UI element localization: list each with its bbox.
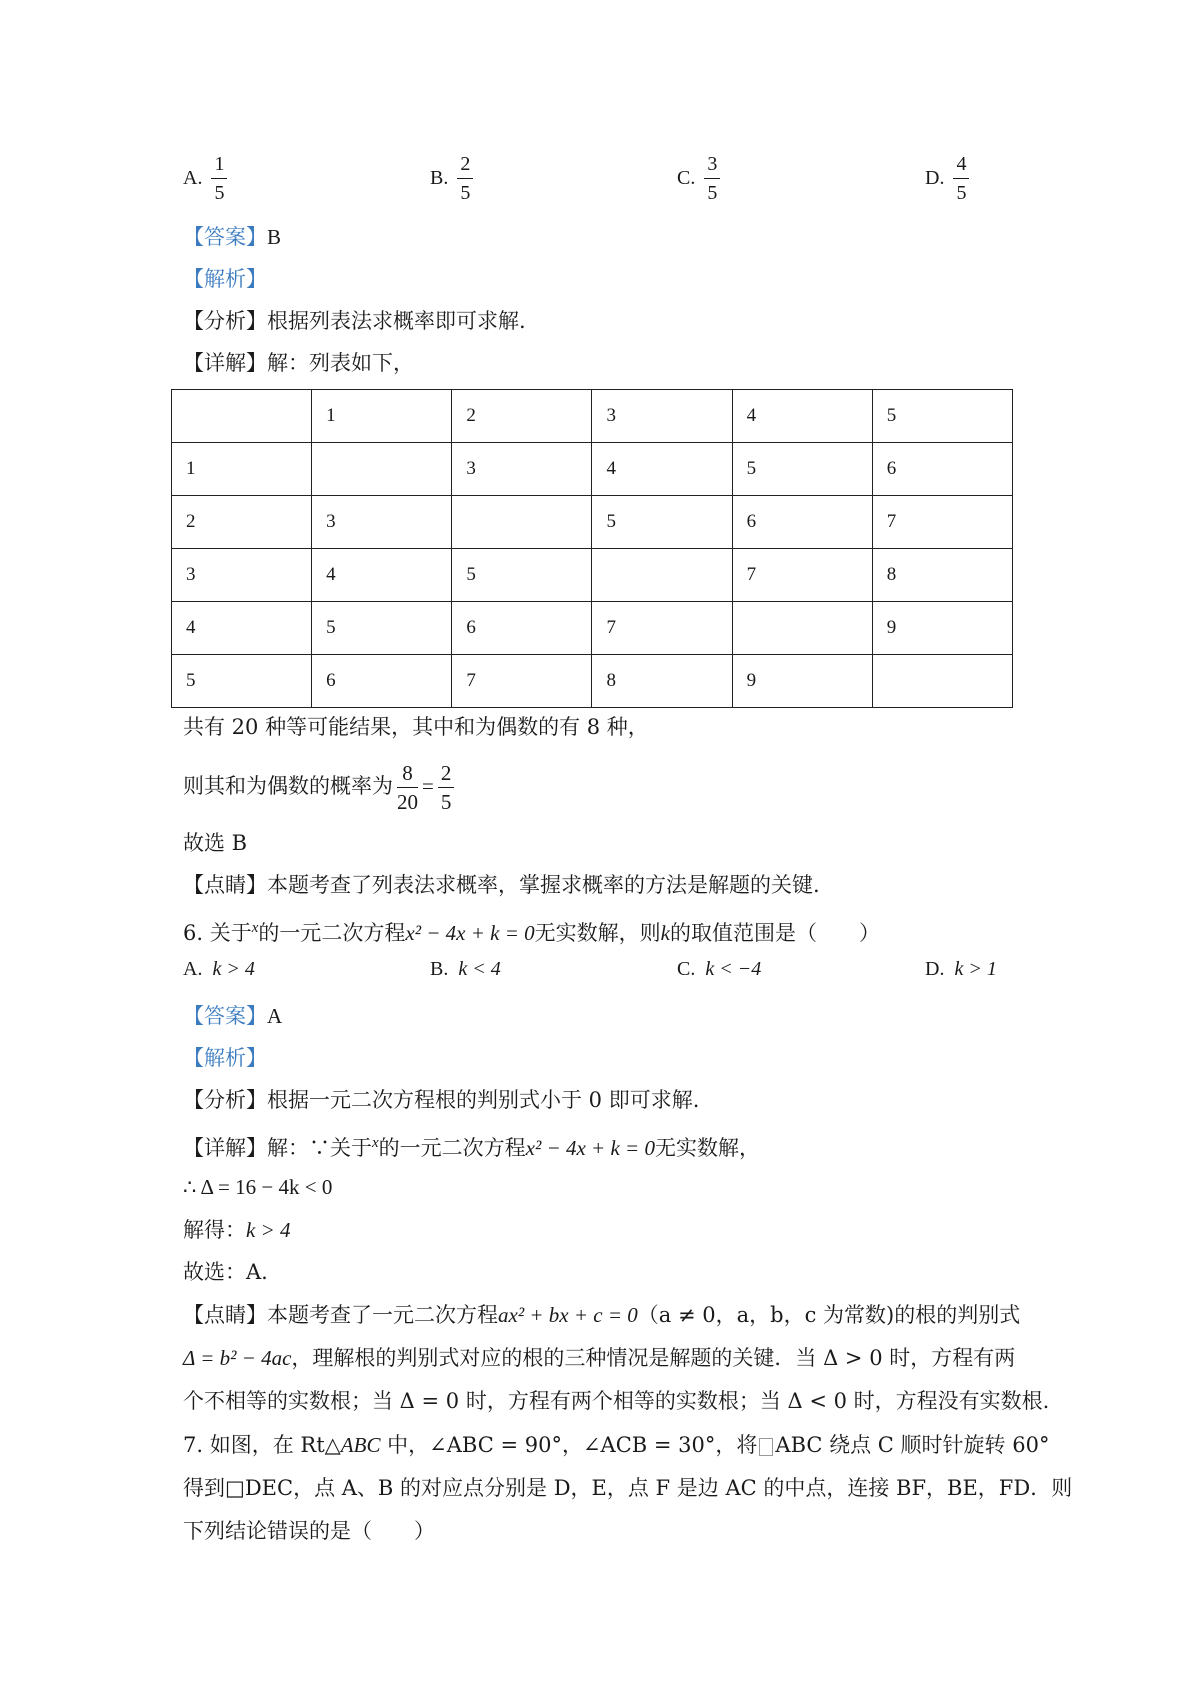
table-cell: 6 xyxy=(312,655,452,708)
table-cell: 4 xyxy=(592,443,732,496)
answer-tag: 【答案】 xyxy=(183,225,267,249)
option-letter: D. xyxy=(925,167,945,189)
answer-tag: 【答案】 xyxy=(183,1004,267,1028)
q6-choose: 故选：A. xyxy=(183,1260,268,1284)
denominator: 5 xyxy=(707,182,718,204)
q5-detail: 【详解】解：列表如下， xyxy=(183,351,414,375)
q6-option-a xyxy=(183,958,255,981)
answer-value: A xyxy=(267,1004,283,1028)
table-row xyxy=(172,549,1013,602)
sum-table xyxy=(171,389,1013,708)
table-cell: 7 xyxy=(452,655,592,708)
table-cell: 5 xyxy=(592,496,732,549)
equation: x² − 4x + k = 0 xyxy=(405,921,535,945)
solve-result: k > 4 xyxy=(246,1218,291,1242)
table-row xyxy=(172,602,1013,655)
option-letter: D. xyxy=(925,958,945,980)
table-cell xyxy=(732,602,872,655)
q6-stem xyxy=(183,913,880,948)
table-cell: 3 xyxy=(312,496,452,549)
table-cell: 3 xyxy=(592,390,732,443)
table-cell: 8 xyxy=(592,655,732,708)
option-fraction xyxy=(457,150,473,207)
table-row xyxy=(172,496,1013,549)
table-cell: 6 xyxy=(872,443,1012,496)
table-cell xyxy=(452,496,592,549)
numerator: 1 xyxy=(211,150,227,179)
stem-part: 无实数解，则 xyxy=(534,921,661,945)
q6-detail xyxy=(183,1128,760,1163)
q6-dianjing-line2 xyxy=(183,1343,1015,1373)
option-letter: A. xyxy=(183,167,203,189)
table-cell: 5 xyxy=(452,549,592,602)
table-cell: 2 xyxy=(172,496,312,549)
denominator: 5 xyxy=(460,182,471,204)
stem-part: ABC 绕点 C 顺时针旋转 60° xyxy=(775,1433,1050,1457)
missing-glyph-box xyxy=(759,1438,773,1456)
denominator: 5 xyxy=(214,182,225,204)
discriminant-formula: Δ = b² − 4ac xyxy=(183,1346,292,1370)
table-cell: 7 xyxy=(872,496,1012,549)
option-fraction xyxy=(953,150,969,207)
q6-option-c xyxy=(677,958,761,981)
q5-dianjing: 【点睛】本题考查了列表法求概率，掌握求概率的方法是解题的关键. xyxy=(183,873,820,897)
table-cell: 5 xyxy=(872,390,1012,443)
q5-fenxi: 【分析】根据列表法求概率即可求解. xyxy=(183,309,526,333)
table-cell: 8 xyxy=(872,549,1012,602)
table-cell: 4 xyxy=(172,602,312,655)
prob-prefix: 则其和为偶数的概率为 xyxy=(183,774,393,798)
detail-part: 【详解】解：∵关于 xyxy=(183,1136,372,1160)
q7-stem-line2: 得到□DEC，点 A、B 的对应点分别是 D，E，点 F 是边 AC 的中点，连接 BF，BE，FD．则 xyxy=(183,1476,1073,1500)
numerator: 2 xyxy=(438,759,455,788)
table-cell: 4 xyxy=(732,390,872,443)
table-cell: 7 xyxy=(732,549,872,602)
table-cell: 6 xyxy=(732,496,872,549)
table-cell xyxy=(172,390,312,443)
table-cell: 1 xyxy=(172,443,312,496)
prob-fraction-2 xyxy=(438,759,455,816)
q5-option-d xyxy=(925,150,973,207)
table-cell: 4 xyxy=(312,549,452,602)
q6-solve-line xyxy=(183,1215,291,1245)
table-cell: 5 xyxy=(312,602,452,655)
equation: x² − 4x + k = 0 xyxy=(525,1136,655,1160)
equals-sign: = xyxy=(422,774,434,798)
table-row xyxy=(172,443,1013,496)
table-cell: 6 xyxy=(452,602,592,655)
numerator: 3 xyxy=(704,150,720,179)
q6-option-d xyxy=(925,958,997,981)
table-cell: 5 xyxy=(732,443,872,496)
table-row xyxy=(172,390,1013,443)
q5-option-c xyxy=(677,150,724,207)
q5-answer-line xyxy=(183,222,281,252)
stem-part: 中，∠ABC = 90°，∠ACB = 30°，将 xyxy=(380,1433,758,1457)
q5-option-a xyxy=(183,150,231,207)
dianjing-part: 【点睛】本题考查了一元二次方程 xyxy=(183,1303,498,1327)
q5-analysis-tag: 【解析】 xyxy=(183,267,267,291)
q5-choose: 故选 B xyxy=(183,831,248,855)
q7-stem-line1 xyxy=(183,1430,1049,1460)
q5-option-b xyxy=(430,150,477,207)
option-text: k < 4 xyxy=(458,958,501,980)
general-equation: ax² + bx + c = 0 xyxy=(498,1303,638,1327)
dianjing-part: （a ≠ 0，a，b，c 为常数)的根的判别式 xyxy=(637,1303,1021,1327)
detail-part: 无实数解， xyxy=(654,1136,760,1160)
solve-label: 解得： xyxy=(183,1218,246,1242)
q6-option-b xyxy=(430,958,501,981)
numerator: 2 xyxy=(457,150,473,179)
q5-total-line: 共有 20 种等可能结果，其中和为偶数的有 8 种， xyxy=(183,715,649,739)
q6-delta-line: ∴ Δ = 16 − 4k < 0 xyxy=(183,1175,333,1199)
q6-dianjing-line3: 个不相等的实数根；当 Δ = 0 时，方程有两个相等的实数根；当 Δ < 0 时，方程没有实数根. xyxy=(183,1389,1050,1413)
option-letter: C. xyxy=(677,167,696,189)
variable-x: x xyxy=(251,920,259,936)
stem-part: 的取值范围是（ ） xyxy=(670,921,880,945)
detail-part: 的一元二次方程 xyxy=(378,1136,526,1160)
variable-x: x xyxy=(372,1135,379,1151)
variable-k: k xyxy=(660,921,670,945)
option-fraction xyxy=(211,150,227,207)
option-letter: B. xyxy=(430,167,449,189)
option-letter: A. xyxy=(183,958,203,980)
table-cell: 5 xyxy=(172,655,312,708)
q6-dianjing-line1 xyxy=(183,1300,1020,1330)
option-fraction xyxy=(704,150,720,207)
stem-part: 的一元二次方程 xyxy=(258,921,406,945)
table-cell: 2 xyxy=(452,390,592,443)
prob-fraction-1 xyxy=(397,759,418,816)
table-cell: 3 xyxy=(172,549,312,602)
q5-probability-line xyxy=(183,758,458,816)
q6-fenxi: 【分析】根据一元二次方程根的判别式小于 0 即可求解. xyxy=(183,1088,700,1112)
q6-analysis-tag: 【解析】 xyxy=(183,1046,267,1070)
option-text: k > 1 xyxy=(954,958,997,980)
table-row xyxy=(172,655,1013,708)
option-text: k > 4 xyxy=(212,958,255,980)
table-cell xyxy=(592,549,732,602)
table-cell xyxy=(872,655,1012,708)
table-cell: 3 xyxy=(452,443,592,496)
table-cell: 1 xyxy=(312,390,452,443)
table-cell xyxy=(312,443,452,496)
dianjing-part: ，理解根的判别式对应的根的三种情况是解题的关键．当 Δ > 0 时，方程有两 xyxy=(291,1346,1016,1370)
answer-value: B xyxy=(267,225,282,249)
option-text: k < −4 xyxy=(705,958,762,980)
denominator: 5 xyxy=(440,790,452,814)
denominator: 5 xyxy=(956,182,967,204)
table-cell: 7 xyxy=(592,602,732,655)
stem-part: 6. 关于 xyxy=(183,921,252,945)
q6-answer-line xyxy=(183,1001,282,1031)
denominator: 20 xyxy=(397,790,418,814)
table-cell: 9 xyxy=(872,602,1012,655)
numerator: 8 xyxy=(397,759,418,788)
triangle-name: ABC xyxy=(340,1433,381,1457)
numerator: 4 xyxy=(953,150,969,179)
q7-stem-line3: 下列结论错误的是（ ） xyxy=(183,1519,435,1543)
table-cell: 9 xyxy=(732,655,872,708)
option-letter: B. xyxy=(430,958,449,980)
option-letter: C. xyxy=(677,958,696,980)
stem-part: 7. 如图，在 Rt△ xyxy=(183,1433,341,1457)
